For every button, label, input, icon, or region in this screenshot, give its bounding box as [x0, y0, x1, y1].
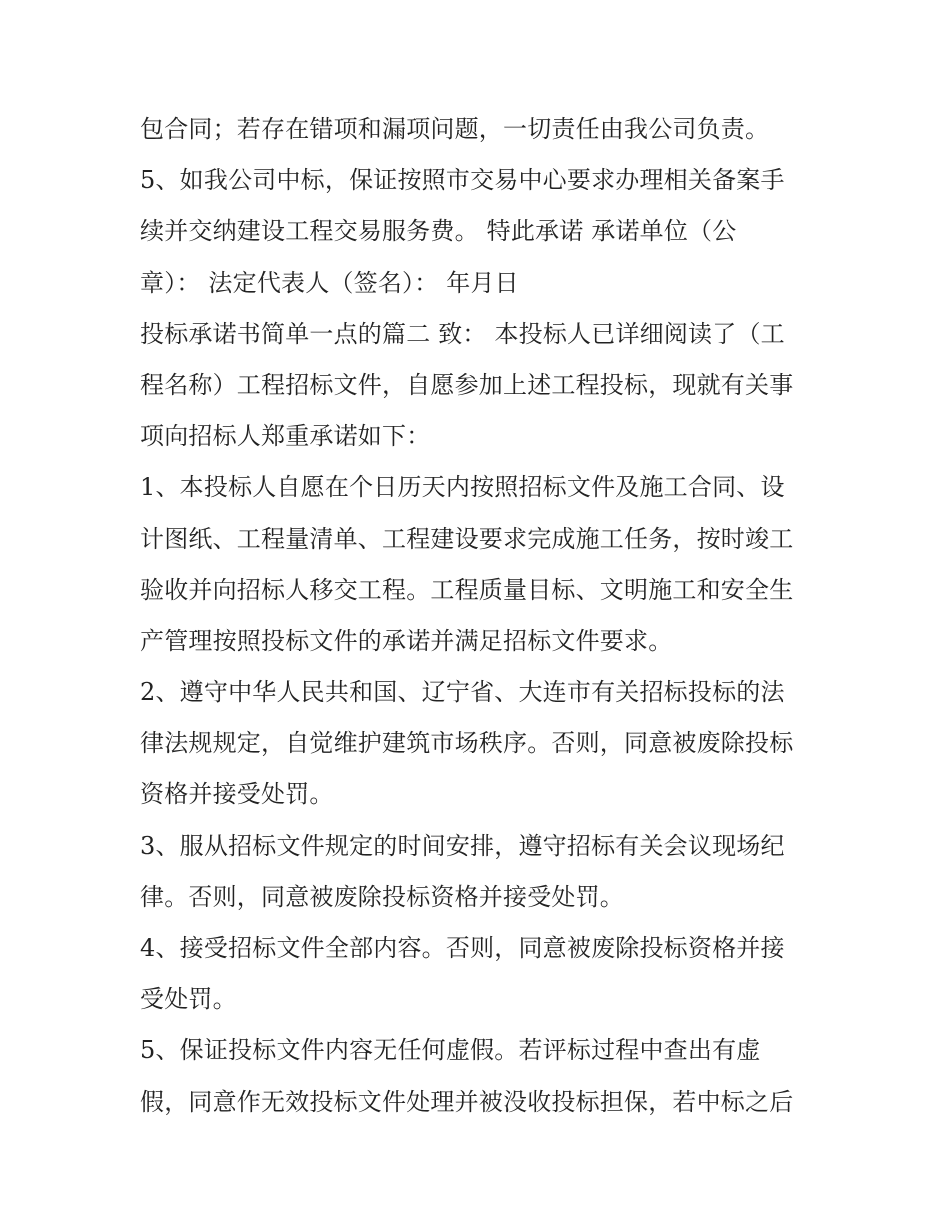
- text-line: 受处罚。: [140, 985, 237, 1014]
- text-line: 项向招标人郑重承诺如下：: [140, 422, 431, 451]
- text-line: 包合同；若存在错项和漏项问题，一切责任由我公司负责。: [140, 115, 770, 143]
- text-line: 资格并接受处罚。: [140, 780, 334, 809]
- text-line: 产管理按照投标文件的承诺并满足招标文件要求。: [140, 626, 673, 655]
- text-line: 计图纸、工程量清单、工程建设要求完成施工任务，按时竣工: [140, 524, 794, 553]
- document-body: [140, 104, 820, 1128]
- text-line: 验收并向招标人移交工程。工程质量目标、文明施工和安全生: [140, 575, 794, 604]
- text-line: 律法规规定，自觉维护建筑市场秩序。否则，同意被废除投标: [140, 729, 794, 758]
- text-line: 5、保证投标文件内容无任何虚假。若评标过程中查出有虚: [140, 1036, 761, 1065]
- text-line: 续并交纳建设工程交易服务费。 特此承诺 承诺单位（公: [140, 217, 737, 246]
- text-line: 3、服从招标文件规定的时间安排，遵守招标有关会议现场纪: [140, 831, 785, 860]
- text-line: 1、本投标人自愿在个日历天内按照招标文件及施工合同、设: [140, 473, 785, 502]
- text-line: 投标承诺书简单一点的篇二 致： 本投标人已详细阅读了（工: [140, 319, 785, 348]
- text-line: 律。否则，同意被废除投标资格并接受处罚。: [140, 882, 624, 911]
- text-line: 4、接受招标文件全部内容。否则，同意被废除投标资格并接: [140, 934, 785, 962]
- text-line: 2、遵守中华人民共和国、辽宁省、大连市有关招标投标的法: [140, 678, 785, 707]
- text-line: 程名称）工程招标文件，自愿参加上述工程投标，现就有关事: [140, 370, 794, 399]
- text-line: 5、如我公司中标，保证按照市交易中心要求办理相关备案手: [140, 166, 785, 195]
- text-line: 章）： 法定代表人（签名）： 年月日: [140, 268, 519, 297]
- text-line: 假，同意作无效投标文件处理并被没收投标担保，若中标之后: [140, 1087, 794, 1116]
